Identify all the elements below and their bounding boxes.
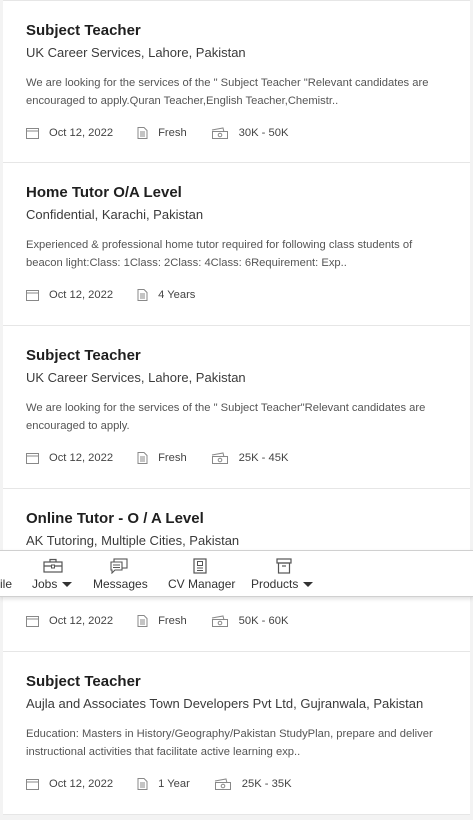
salary-icon	[214, 778, 232, 790]
job-description: Experienced & professional home tutor required for following class students of beacon light:Class: 1Class: 2Class: 4Class: 6Requirement: Exp..	[26, 239, 413, 269]
job-meta	[26, 124, 446, 142]
nav-item-cv-manager[interactable]	[168, 551, 236, 596]
job-card[interactable]	[3, 652, 470, 815]
job-title[interactable]: Subject Teacher	[26, 673, 141, 690]
job-card[interactable]	[3, 0, 470, 163]
experience-icon	[137, 778, 148, 790]
job-meta	[26, 775, 446, 793]
job-salary: 50K - 60K	[238, 615, 289, 627]
job-title[interactable]: Subject Teacher	[26, 347, 141, 364]
job-meta	[26, 286, 446, 304]
calendar-icon	[26, 127, 39, 139]
job-date: Oct 12, 2022	[49, 452, 114, 464]
nav-label-cv-manager: CV Manager	[168, 577, 236, 591]
nav-item-jobs[interactable]	[32, 551, 77, 596]
nav-label-products: Products	[251, 577, 299, 591]
cv-document-icon	[193, 558, 207, 574]
nav-bar	[0, 550, 473, 597]
calendar-icon	[26, 615, 39, 627]
salary-icon	[211, 615, 229, 627]
experience-icon	[137, 289, 148, 301]
job-salary: 30K - 50K	[238, 127, 289, 139]
nav-label-jobs: Jobs	[32, 577, 58, 591]
job-card[interactable]	[3, 326, 470, 489]
messages-icon	[110, 558, 128, 574]
chevron-down-icon	[303, 582, 313, 587]
job-title[interactable]: Online Tutor - O / A Level	[26, 510, 204, 527]
experience-icon	[137, 452, 148, 464]
job-company: AK Tutoring, Multiple Cities, Pakistan	[26, 533, 240, 548]
nav-label-profile: ile	[0, 577, 13, 591]
job-meta	[26, 449, 446, 467]
salary-icon	[211, 127, 229, 139]
nav-item-profile[interactable]	[0, 551, 16, 596]
job-title[interactable]: Subject Teacher	[26, 22, 141, 39]
job-date: Oct 12, 2022	[49, 615, 114, 627]
job-date: Oct 12, 2022	[49, 127, 114, 139]
job-description: Education: Masters in History/Geography/Pakistan StudyPlan, prepare and deliver instructional activities that facilitate active learning exp..	[26, 728, 433, 758]
calendar-icon	[26, 452, 39, 464]
job-description: We are looking for the services of the " Subject Teacher "Relevant candidates are encouraged to apply.Quran Teacher,English Teacher,Chemistr..	[26, 77, 429, 107]
profile-icon	[0, 558, 4, 572]
job-list	[3, 0, 470, 815]
experience-icon	[137, 127, 148, 139]
job-company: Confidential, Karachi, Pakistan	[26, 207, 204, 222]
nav-label-messages: Messages	[93, 577, 148, 591]
experience-icon	[137, 615, 148, 627]
salary-icon	[211, 452, 229, 464]
calendar-icon	[26, 778, 39, 790]
job-meta	[26, 612, 446, 630]
job-experience: Fresh	[158, 615, 187, 627]
job-company: UK Career Services, Lahore, Pakistan	[26, 370, 246, 385]
products-box-icon	[276, 558, 292, 574]
job-salary: 25K - 35K	[241, 778, 292, 790]
nav-item-messages[interactable]	[93, 551, 148, 596]
job-company: Aujla and Associates Town Developers Pvt Ltd, Gujranwala, Pakistan	[26, 696, 424, 711]
job-experience: 1 Year	[158, 778, 190, 790]
job-salary: 25K - 45K	[238, 452, 289, 464]
job-title[interactable]: Home Tutor O/A Level	[26, 184, 182, 201]
job-description: We are looking for the services of the " Subject Teacher"Relevant candidates are encouraged to apply.	[26, 402, 426, 432]
nav-item-products[interactable]	[251, 551, 321, 596]
job-date: Oct 12, 2022	[49, 778, 114, 790]
chevron-down-icon	[62, 582, 72, 587]
calendar-icon	[26, 289, 39, 301]
job-experience: Fresh	[158, 452, 187, 464]
job-experience: 4 Years	[158, 289, 196, 301]
job-company: UK Career Services, Lahore, Pakistan	[26, 45, 246, 60]
job-card[interactable]	[3, 163, 470, 326]
job-experience: Fresh	[158, 127, 187, 139]
job-date: Oct 12, 2022	[49, 289, 114, 301]
briefcase-icon	[43, 558, 63, 573]
